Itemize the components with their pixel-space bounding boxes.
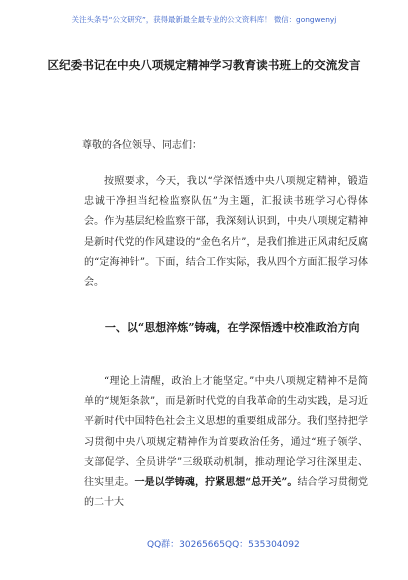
header-banner: 关注头条号“公文研究”，获得最新最全最专业的公文资料库！ 微信：gongwenyj: [71, 15, 337, 24]
paragraph-intro: 按照要求，今天，我以“学深悟透中央八项规定精神，锻造忠诚干净担当纪检监察队伍”为主题，汇报读书班学习心得体会。作为基层纪检监察干部，我深刻认识到，中央八项规定精神是新时代党的作风建设的“金色名片”，是我们推进正风肃纪反腐的“定海神针”。下面，结合工作实际，我从四个方面汇报学习体会。: [84, 176, 368, 289]
paragraph-bold-text: 一是以学铸魂，拧紧思想“总开关”。: [134, 477, 298, 489]
paragraph-text: “理论上清醒，政治上才能坚定。”中央八项规定精神不是简单的“规矩条款”，而是新时代党的自我革命的生动实践，是习近平新时代中国特色社会主义思想的重要组成部分。我们坚持把学习贯彻中央八项规定精神作为首要政治任务，通过“班子领学、支部促学、全员讲学”三级联动机制，推动理论学习往深里走、往实里走。: [84, 376, 368, 489]
salutation: 尊敬的各位领导、同志们：: [82, 140, 202, 151]
paragraph-section-1: [84, 372, 368, 513]
paragraph-tail-text: 结合学习贯彻党的二十大: [84, 477, 369, 509]
section-heading-1: 一、以“思想淬炼”铸魂，在学深悟透中校准政治方向: [104, 321, 360, 334]
document-title: 区纪委书记在中央八项规定精神学习教育读书班上的交流发言: [47, 58, 361, 72]
footer-qq-group: QQ群：30265665: [147, 540, 225, 550]
footer-qq: QQ：535304092: [225, 540, 300, 550]
